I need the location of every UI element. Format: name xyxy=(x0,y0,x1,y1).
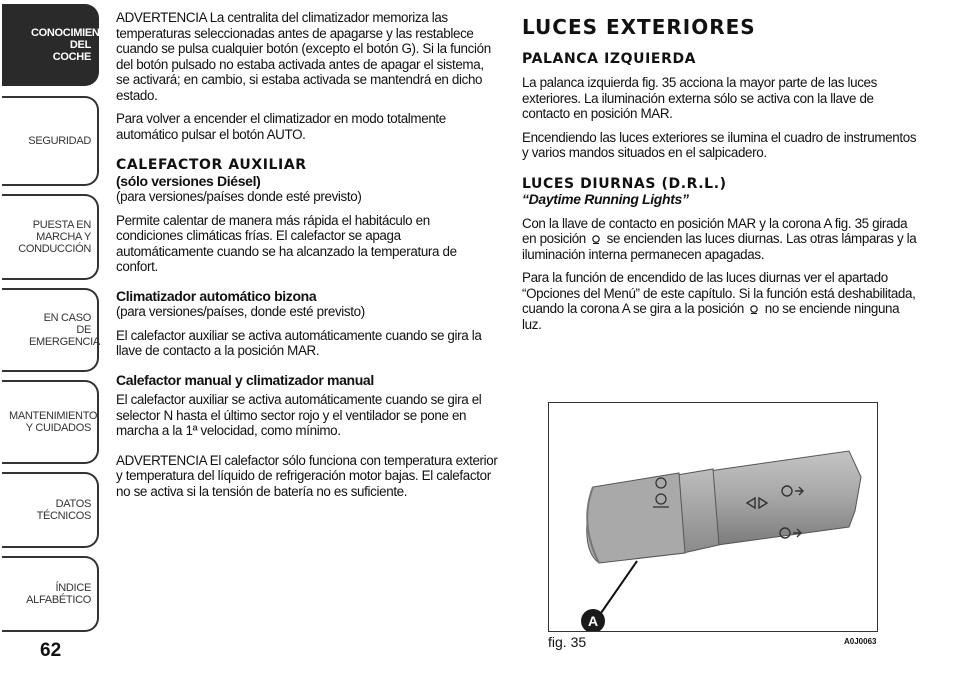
note-versiones: (para versiones/países donde esté previsto) xyxy=(116,189,362,204)
paragraph-bizona: El calefactor auxiliar se activa automáticamente cuando se gira la llave de contacto a la posición MAR. xyxy=(116,327,482,358)
paragraph-calentar: Permite calentar de manera más rápida el habitáculo en condiciones climáticas frías. El calefactor se apaga automáticamente cuando se ha alcanzado la temperatura de confort. xyxy=(116,212,457,274)
paragraph-manual: El calefactor auxiliar se activa automáticamente cuando se gira el selector N hasta el último sector rojo y el ventilador se pone en marcha a la 1ª velocidad, como mínimo. xyxy=(116,392,482,438)
paragraph-advertencia-2: ADVERTENCIA El calefactor sólo funciona con temperatura exterior y temperatura del líquido de refrigeración motor bajas. El calefactor no se activa si la tensión de batería no es suficiente. xyxy=(116,452,498,499)
page-number: 62 xyxy=(40,640,62,661)
paragraph-drl-2: Para la función de encendido de las luces diurnas ver el apartado “Opciones del Menú” de este capítulo. Si la función está deshabilitada, cuando la corona A se gira a la posición no se enciende ninguna luz. xyxy=(522,270,916,332)
paragraph-cuadro: Encendiendo las luces exteriores se ilumina el cuadro de instrumentos y varios mandos situados en el salpicadero. xyxy=(522,129,917,160)
tab-conocimiento[interactable]: CONOCIMIENTO DEL COCHE xyxy=(2,4,99,86)
paragraph-advertencia-1: ADVERTENCIA La centralita del climatizador memoriza las temperaturas seleccionadas antes de apagarse y las restablece cuando se pulsa cualquier botón (excepto el botón G). Si la función del botón pulsado no estaba activada antes de apagar el sistema, se activará; en cambio, si estaba activada se mantendrá en dicho estado. xyxy=(116,10,491,103)
lamp-symbol-icon xyxy=(749,305,759,314)
tab-seguridad[interactable]: SEGURIDAD xyxy=(2,96,99,186)
figure-lever xyxy=(548,402,878,632)
tab-datos-tecnicos[interactable]: DATOS TÉCNICOS xyxy=(2,472,99,548)
heading-climatizador-bizona: Climatizador automático bizona xyxy=(116,287,317,304)
heading-luces-diurnas: LUCES DIURNAS (D.R.L.) xyxy=(522,175,727,192)
note-versiones-bizona: (para versiones/países, donde esté previsto) xyxy=(116,304,365,319)
right-column xyxy=(522,0,922,340)
tab-indice[interactable]: ÍNDICE ALFABÉTICO xyxy=(2,556,99,632)
figure-caption: fig. 35 xyxy=(548,634,587,650)
heading-calefactor-auxiliar: CALEFACTOR AUXILIAR xyxy=(116,157,307,173)
chapter-tabs xyxy=(0,0,114,686)
subheading-diesel: (sólo versiones Diésel) xyxy=(116,172,261,189)
callout-a-label: A xyxy=(587,613,599,629)
paragraph-palanca: La palanca izquierda fig. 35 acciona la mayor parte de las luces exteriores. La iluminación externa sólo se activa con la llave de contacto en posición MAR. xyxy=(522,75,877,121)
lamp-symbol-icon xyxy=(591,235,601,244)
paragraph-drl-1: Con la llave de contacto en posición MAR y la corona A fig. 35 girada en posición se encienden las luces diurnas. Las otras lámparas y la iluminación interna permanecen apagadas. xyxy=(522,215,917,262)
heading-palanca-izquierda: PALANCA IZQUIERDA xyxy=(522,50,697,67)
heading-calefactor-manual: Calefactor manual y climatizador manual xyxy=(116,371,374,388)
tab-mantenimiento[interactable]: MANTENIMIENTO Y CUIDADOS xyxy=(2,380,99,464)
paragraph-auto: Para volver a encender el climatizador en modo totalmente automático pulsar el botón AUTO. xyxy=(116,111,446,142)
lever-illustration xyxy=(549,403,877,631)
tab-puesta-en-marcha[interactable]: PUESTA EN MARCHA Y CONDUCCIÓN xyxy=(2,194,99,280)
subheading-daytime: “Daytime Running Lights” xyxy=(522,191,689,207)
figure-code: A0J0063 xyxy=(844,637,877,646)
tab-emergencia[interactable]: EN CASO DE EMERGENCIA xyxy=(2,288,99,372)
left-column xyxy=(116,0,500,507)
section-title: LUCES EXTERIORES xyxy=(522,15,756,39)
